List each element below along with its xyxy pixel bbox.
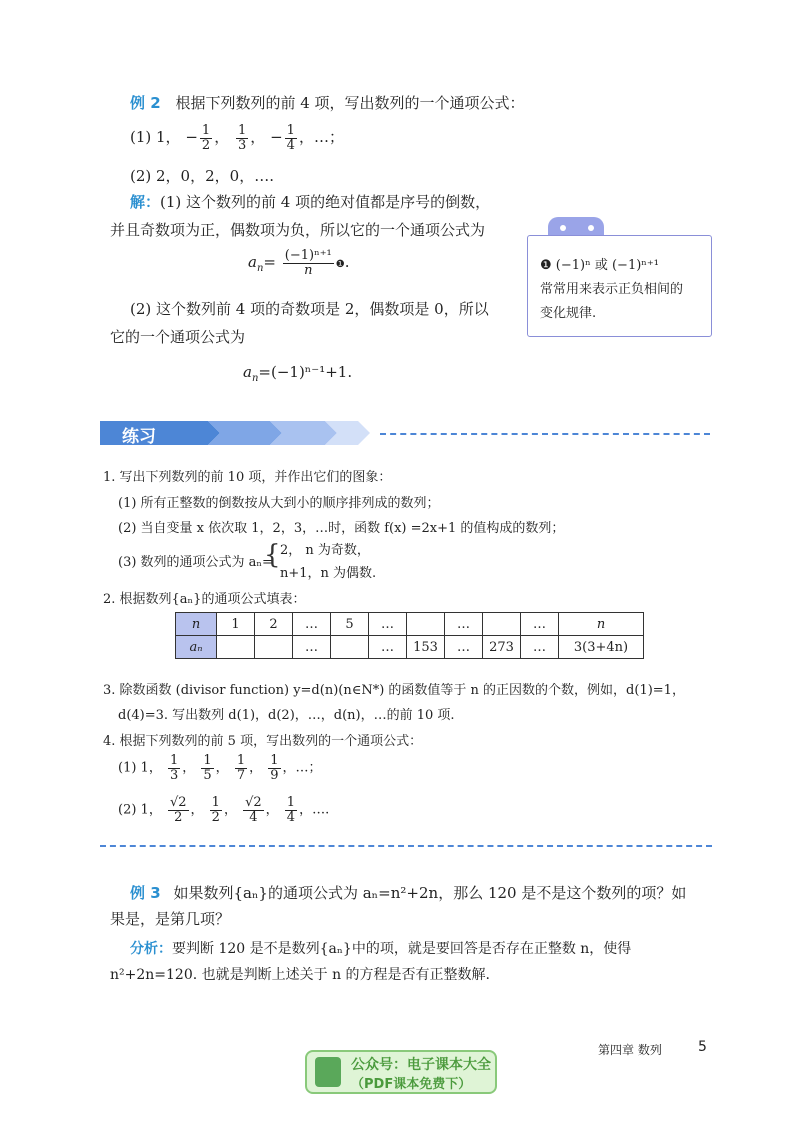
table-cell bbox=[217, 636, 255, 659]
example3-label: 例 3 bbox=[130, 884, 161, 902]
formula1: $a_n=$ $\frac{\text{(−1)ⁿ⁺¹}}{n}$ ❶. bbox=[248, 248, 350, 278]
analysis-label: 分析： bbox=[130, 941, 172, 957]
analysis-line2: n²+2n=120. 也就是判断上述关于 n 的方程是否有正整数解. bbox=[110, 967, 491, 983]
brace: { bbox=[264, 540, 281, 570]
q4-1: (1) 1， $\frac{1}{3}$ ， $\frac{1}{5}$ ， $\frac{1}{7}$ ， $\frac{1}{9}$ ，…； bbox=[118, 753, 322, 783]
table-cell: 153 bbox=[407, 636, 445, 659]
table-cell: … bbox=[369, 613, 407, 636]
table-cell: … bbox=[293, 613, 331, 636]
table-cell: … bbox=[369, 636, 407, 659]
table-cell bbox=[407, 613, 445, 636]
formula2: $a_n=(-1)^{n-1}+1$. bbox=[243, 363, 353, 384]
formula1-fraction: $\frac{\text{(−1)ⁿ⁺¹}}{n}$ bbox=[284, 248, 332, 278]
example2-heading bbox=[130, 92, 525, 113]
table-cell: 2 bbox=[255, 613, 293, 636]
side-note bbox=[527, 235, 712, 337]
example2-item1: (1) 1， − $\frac{1}{2}$ ， $\frac{1}{3}$ ， − $\frac{1}{4}$ ，…； bbox=[130, 123, 344, 153]
item1-prefix: (1) 1， bbox=[130, 128, 181, 147]
table-cell: 273 bbox=[483, 636, 521, 659]
q3-line1: 3. 除数函数 (divisor function) y=d(n)(n∈N*) 的函数值等于 n 的正因数的个数，例如，d(1)=1， bbox=[103, 683, 685, 698]
table-cell: aₙ bbox=[176, 636, 217, 659]
example3-line1: 例 3 如果数列{aₙ}的通项公式为 aₙ=n²+2n，那么 120 是不是这个数列的项？如 bbox=[130, 884, 687, 902]
q1-1: (1) 所有正整数的倒数按从大到小的顺序排列成的数列； bbox=[118, 496, 440, 511]
analysis-line1: 分析：要判断 120 是不是数列{aₙ}中的项，就是要回答是否存在正整数 n，使得 bbox=[130, 941, 632, 957]
footer-chapter: 第四章 数列 bbox=[598, 1043, 662, 1057]
table-row bbox=[176, 613, 644, 636]
watermark-line2: （PDF课本免费下） bbox=[351, 1077, 472, 1092]
q1-3-case1: 2， n 为奇数， bbox=[280, 543, 370, 558]
book-icon bbox=[315, 1057, 341, 1087]
fraction: $\frac{√2}{2}$ bbox=[169, 795, 187, 825]
q3-line2: d(4)=3. 写出数列 d(1)，d(2)，…，d(n)，…的前 10 项. bbox=[118, 708, 455, 723]
table-cell: 1 bbox=[217, 613, 255, 636]
table-row bbox=[176, 636, 644, 659]
solution-line1: 解：(1) 这个数列的前 4 项的绝对值都是序号的倒数， bbox=[130, 193, 491, 211]
fraction: $\frac{1}{9}$ bbox=[270, 753, 279, 783]
q1-2: (2) 当自变量 x 依次取 1，2，3，…时，函数 f(x) =2x+1 的值构成的数列； bbox=[118, 521, 565, 536]
divider bbox=[380, 433, 710, 435]
table-cell: … bbox=[521, 613, 559, 636]
q4: 4. 根据下列数列的前 5 项，写出数列的一个通项公式： bbox=[103, 734, 423, 749]
fraction: $\frac{1}{3}$ bbox=[238, 123, 247, 153]
page-number: 5 bbox=[698, 1039, 707, 1055]
fraction: $\frac{1}{4}$ bbox=[286, 795, 296, 825]
table-cell: 3(3+4n) bbox=[559, 636, 644, 659]
divider bbox=[100, 845, 712, 847]
note-line2: 常常用来表示正负相间的 bbox=[540, 282, 684, 297]
note-line1: ❶ (−1)ⁿ 或 (−1)ⁿ⁺¹ bbox=[540, 258, 659, 273]
table-cell bbox=[255, 636, 293, 659]
example2-text: 根据下列数列的前 4 项，写出数列的一个通项公式： bbox=[175, 94, 525, 112]
watermark-line1: 公众号：电子课本大全 bbox=[351, 1057, 491, 1073]
example2-item2: (2) 2，0，2，0，…. bbox=[130, 167, 274, 185]
q1-3: (3) 数列的通项公式为 aₙ= bbox=[118, 555, 273, 570]
solution-line4: 它的一个通项公式为 bbox=[110, 328, 246, 346]
watermark bbox=[305, 1050, 497, 1094]
fraction: $\frac{1}{4}$ bbox=[286, 123, 295, 153]
table-cell bbox=[331, 636, 369, 659]
table-cell bbox=[483, 613, 521, 636]
solution-label: 解： bbox=[130, 193, 161, 211]
fraction: $\frac{1}{2}$ bbox=[201, 123, 211, 153]
solution-line2: 并且奇数项为正，偶数项为负，所以它的一个通项公式为 bbox=[110, 221, 486, 239]
solution-line3: (2) 这个数列前 4 项的奇数项是 2，偶数项是 0，所以 bbox=[130, 300, 489, 318]
q1: 1. 写出下列数列的前 10 项，并作出它们的图象： bbox=[103, 470, 392, 485]
table-cell: … bbox=[445, 613, 483, 636]
example2-label: 例 2 bbox=[130, 94, 161, 112]
table-cell: n bbox=[559, 613, 644, 636]
fraction: $\frac{1}{7}$ bbox=[236, 753, 246, 783]
practice-title: 练习 bbox=[122, 427, 156, 447]
fraction: $\frac{1}{5}$ bbox=[203, 753, 212, 783]
note-line3: 变化规律. bbox=[540, 306, 597, 321]
fill-table bbox=[175, 612, 644, 659]
q4-2: (2) 1， $\frac{√2}{2}$ ， $\frac{1}{2}$ ， $\frac{√2}{4}$ ， $\frac{1}{4}$ ，…. bbox=[118, 795, 330, 825]
table-cell: … bbox=[521, 636, 559, 659]
table-cell: … bbox=[293, 636, 331, 659]
fraction: $\frac{1}{3}$ bbox=[169, 753, 179, 783]
q1-3-case2: n+1，n 为偶数. bbox=[280, 566, 377, 581]
q2: 2. 根据数列{aₙ}的通项公式填表： bbox=[103, 592, 306, 607]
table-cell: n bbox=[176, 613, 217, 636]
table-cell: 5 bbox=[331, 613, 369, 636]
fraction: $\frac{1}{2}$ bbox=[211, 795, 220, 825]
fraction: $\frac{√2}{4}$ bbox=[245, 795, 262, 825]
table-cell: … bbox=[445, 636, 483, 659]
example3-line2: 果是，是第几项？ bbox=[110, 910, 231, 928]
